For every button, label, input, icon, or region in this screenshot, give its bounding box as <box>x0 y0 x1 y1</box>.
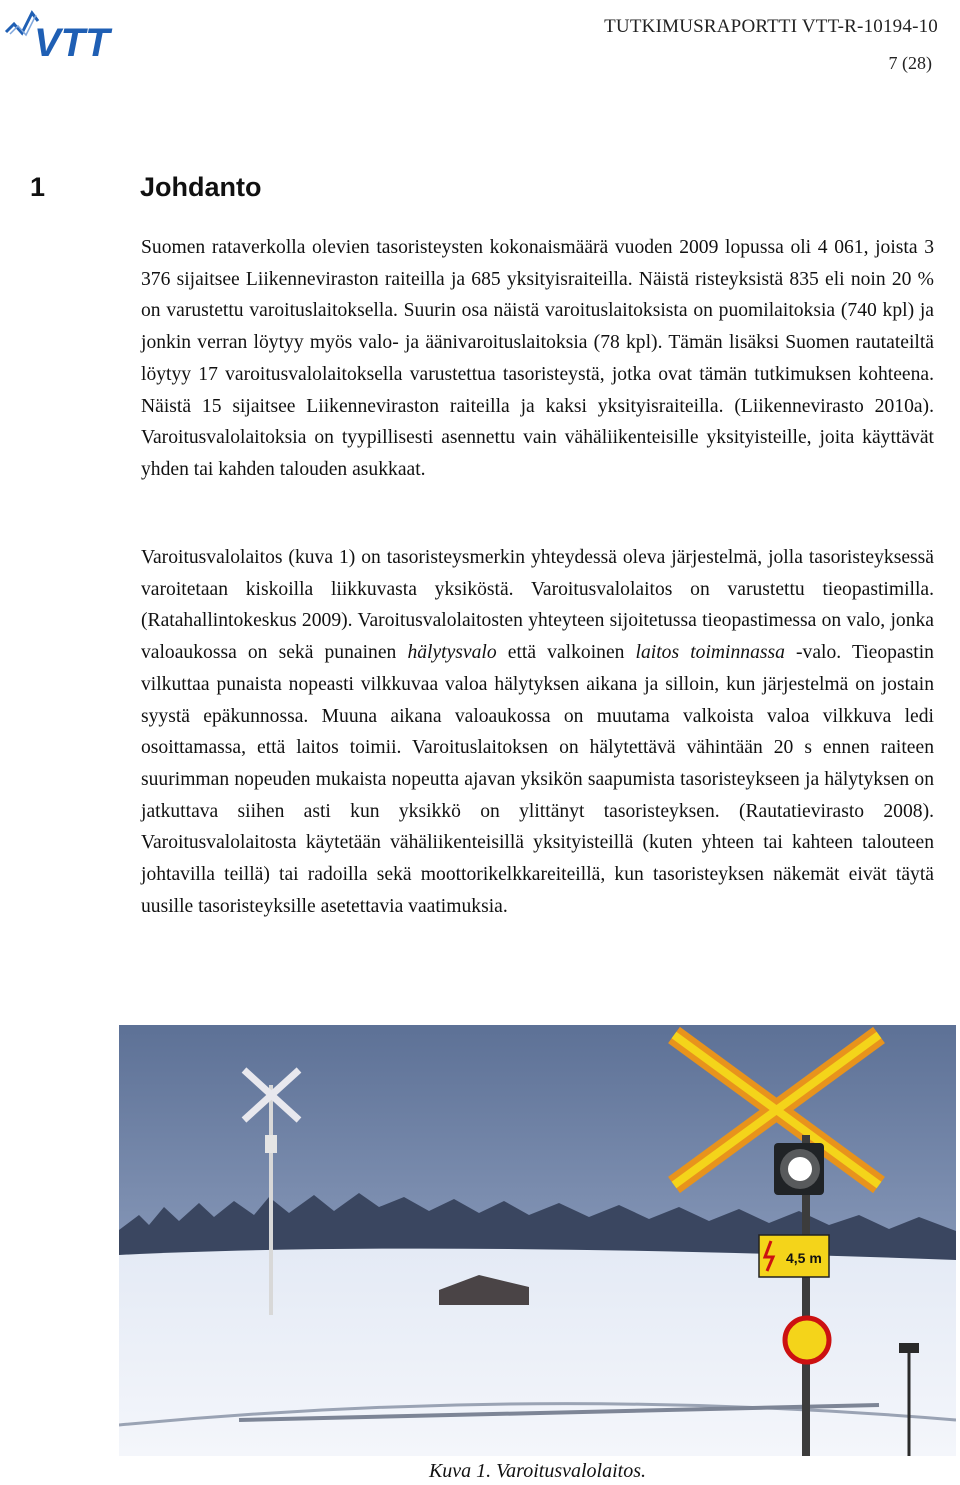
paragraph-1: Suomen rataverkolla olevien tasoristeysten kokonaismäärä vuoden 2009 lopussa oli 4 061, joista 3 376 sijaitsee Liikenneviraston raiteilla ja 685 yksityisraiteilla. Näistä risteyksistä 835 eli noin 20 % on varustettu varoituslaitoksella. Suurin osa näistä varoituslaitoksista on puomilaitoksia (740 kpl) ja jonkin verran löytyy myös valo- ja äänivaroituslaitoksia (78 kpl). Tämän lisäksi Suomen rautateiltä löytyy 17 varoitusvalolaitoksella varustettua tasoristeystä, jotka ovat tämän tutkimuksen kohteena. Näistä 15 sijaitsee Liikenneviraston raiteilla ja kaksi yksityisraiteilla. (Liikennevirasto 2010a). Varoitusvalolaitoksia on tyypillisesti asennettu vain vähäliikenteisille yksityisteille, joita käyttävät yhden tai kahden talouden asukkaat. <box>141 237 934 480</box>
logo-text: VTT <box>34 21 110 62</box>
paragraph-2-part3: -valo. Tieopastin vilkuttaa punaista nopeasti vilkkuvaa valoa hälytyksen aikana ja silloin, kun järjestelmä on jostain syystä epäkunnossa. Muuna aikana valoaukossa on muutama valkoista valoa vilkkuva ledi osoittamassa, että laitos toimii. Varoituslaitoksen on hälytettävä vähintään 20 s ennen raiteen suurimman nopeuden mukaista nopeutta ajavan yksikön saapumista tasoristeykseen ja hälytyksen on jatkuttava siihen asti kun yksikkö on ylittänyt tasoristeyksen. (Rautatievirasto 2008). Varoitusvalolaitosta käytetään vähäliikenteisillä yksityisteillä (kuten yhteen tai kahteen talouteen johtavilla teillä) tai radoilla sekä moottorikelkkareiteillä, kun tasoristeyksen näkemät eivät täytä uusille tasoristeyksille asetettavia vaatimuksia. <box>141 642 934 917</box>
paragraph-2 <box>141 542 934 922</box>
figure-caption: Kuva 1. Varoitusvalolaitos. <box>428 1460 647 1482</box>
paragraph-2-part2: että valkoinen <box>507 642 625 664</box>
vtt-logo <box>4 6 154 62</box>
section-number: 1 <box>30 172 46 202</box>
report-id: TUTKIMUSRAPORTTI VTT-R-10194-10 <box>604 16 938 37</box>
term-laitos-toiminnassa: laitos toiminnassa <box>635 642 785 664</box>
warning-light-photo <box>119 1025 956 1456</box>
paragraph-2-part1: Varoitusvalolaitos (kuva 1) on tasoristeysmerkin yhteydessä oleva järjestelmä, jolla tasoristeyksessä varoitetaan kiskoilla liikkuvasta yksiköstä. Varoitusvalolaitos on varustettu tieopastimilla. (Ratahallintokeskus 2009). Varoitusvalolaitosten yhteyteen sijoitetussa tieopastimessa on valo, jonka valoaukossa on sekä punainen <box>141 547 934 664</box>
page-number: 7 (28) <box>888 53 932 73</box>
term-halytysvalo: hälytysvalo <box>407 642 497 664</box>
sign-distance-text: 4,5 m <box>786 1250 822 1266</box>
section-title: Johdanto <box>140 172 262 202</box>
section-heading <box>30 172 262 203</box>
